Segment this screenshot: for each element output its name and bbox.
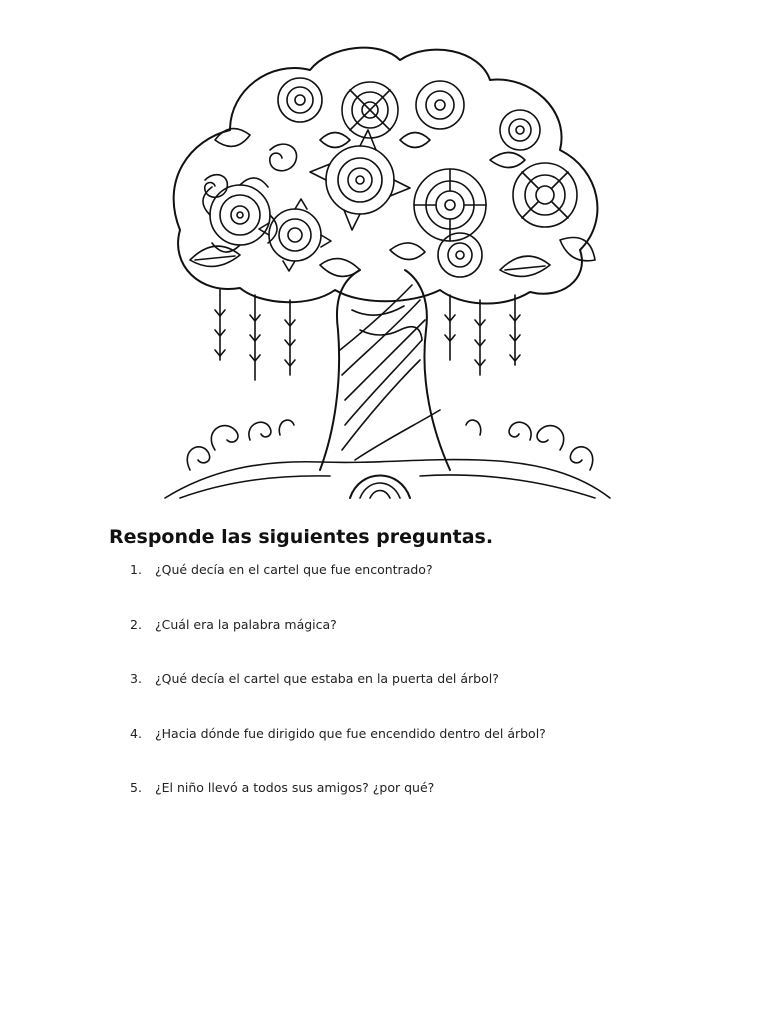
question-item [130,726,546,781]
question-text: ¿Hacia dónde fue dirigido que fue encendido dentro del árbol? [155,725,546,741]
question-text: ¿Qué decía en el cartel que fue encontrado? [155,562,433,577]
question-item [130,562,546,617]
question-number: 1. [130,562,142,577]
question-text: ¿Cuál era la palabra mágica? [155,616,337,632]
question-text: ¿El niño llevó a todos sus amigos? ¿por qué? [155,780,435,795]
tree-trunk [320,270,450,470]
ground-swirls [165,420,610,498]
question-number: 2. [130,616,142,632]
questions-list [130,562,546,835]
questions-heading: Responde las siguientes preguntas. [109,526,494,548]
question-number: 4. [130,725,142,741]
mandala-tree-illustration [120,30,625,500]
question-number: 3. [130,671,142,686]
question-number: 5. [130,780,142,795]
question-item [130,671,546,726]
question-item [130,617,546,672]
flowers [190,78,595,277]
question-item [130,780,546,835]
question-text: ¿Qué decía el cartel que estaba en la puerta del árbol? [155,671,499,686]
